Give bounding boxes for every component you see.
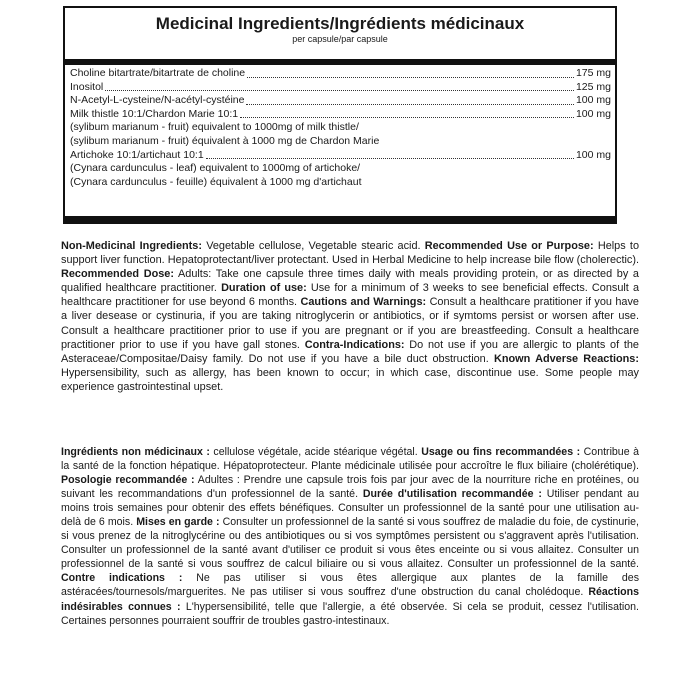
section-heading: Ingrédients non médicinaux :: [61, 446, 210, 458]
ingredient-row: [65, 81, 615, 95]
leader-dots: [247, 67, 574, 78]
panel-heavy-rule: [65, 59, 615, 65]
section-heading: Recommended Dose:: [61, 268, 174, 281]
leader-dots: [246, 94, 574, 105]
section-heading: Contra-Indications:: [304, 338, 405, 351]
section-heading: Réactions indésirables connues :: [61, 586, 639, 613]
section-text: L'hypersensibilité, telle que l'allergie, a été observée. Si cela se produit, cessez l'utilisation. Certaines personnes pourraient souffrir de troubles gastro-intestinaux.: [61, 600, 639, 627]
ingredient-row: [65, 135, 615, 149]
section-text: Adultes : Prendre une capsule trois fois par jour avec de la nourriture riche en protéines, ou suivant les recommandations d'un professionnel de la santé.: [61, 474, 639, 501]
section-heading: Durée d'utilisation recommandée :: [362, 488, 542, 501]
ingredient-amount: 125 mg: [575, 80, 611, 93]
ingredient-row: [65, 149, 615, 163]
section-text: Adults: Take one capsule three times daily with meals providing protein, or as directed by a qualified healthcare practitioner.: [61, 268, 639, 295]
ingredient-name: (sylibum marianum - fruit) equivalent to 1000mg of milk thistle/: [70, 121, 359, 134]
section-heading: Usage ou fins recommandées :: [421, 446, 581, 458]
section-heading: Cautions and Warnings:: [300, 296, 427, 309]
section-text: Hypersensibility, such as allergy, has been known to occur; in which case, discontinue use. Some people may experience gastrointestinal upset.: [61, 366, 639, 393]
section-text: Utiliser pendant au moins trois semaines pour obtenir des effets bénéfiques. Consulter un professionnel de la santé pour une utilisation au-delà de 6 mois.: [61, 488, 639, 529]
ingredient-list: [65, 67, 615, 189]
ingredient-name: Choline bitartrate/bitartrate de choline: [70, 67, 246, 79]
leader-dots: [206, 149, 574, 160]
ingredient-row: [65, 94, 615, 108]
ingredient-name: Artichoke 10:1/artichaut 10:1: [70, 148, 204, 161]
ingredient-name: (Cynara cardunculus - feuille) équivalent à 1000 mg d'artichaut: [70, 175, 362, 188]
ingredient-name: Inositol: [70, 80, 104, 93]
section-heading: Known Adverse Reactions:: [493, 352, 639, 365]
ingredient-row: [65, 176, 615, 190]
ingredient-row: [65, 121, 615, 135]
section-text: Consulter un professionnel de la santé si vous souffrez de maladie du foie, de cystinurie, si vous prenez de la nitroglycérine ou des antibiotiques ou si vos symptômes persistent ou s'aggravent après l'utilisation. Consulter un professionnel de la santé avant d'utiliser ce produit si vous êtes enceinte ou si vous allaitez. Consulter un professionnel de la santé si vous souffrez de calcul biliaire ou si vous allaitez. Consulter un professionnel de la santé.: [61, 516, 639, 571]
ingredient-amount: 100 mg: [575, 148, 611, 161]
leader-dots: [240, 108, 574, 119]
panel-subtitle: per capsule/par capsule: [292, 34, 388, 44]
section-text: Vegetable cellulose, Vegetable stearic acid.: [201, 240, 425, 252]
ingredient-name: N-Acetyl-L-cysteine/N-acétyl-cystéine: [70, 94, 245, 107]
section-text: cellulose végétale, acide stéarique végétal.: [209, 446, 422, 458]
english-label-text: [61, 239, 639, 394]
panel-title: Medicinal Ingredients/Ingrédients médicinaux: [155, 14, 525, 33]
section-text: Helps to support liver function. Hepatoprotectant/liver protectant. Used in Herbal Medicine to help increase bile flow (cholerectic).: [61, 240, 639, 267]
panel-bottom-rule: [65, 216, 615, 222]
ingredient-name: (Cynara cardunculus - leaf) equivalent to 1000mg of artichoke/: [70, 162, 361, 175]
leader-dots: [105, 81, 574, 92]
ingredient-amount: 100 mg: [575, 107, 611, 120]
ingredient-row: [65, 67, 615, 81]
ingredient-amount: 175 mg: [575, 67, 611, 79]
ingredient-name: (sylibum marianum - fruit) équivalent à 1000 mg de Chardon Marie: [70, 134, 380, 147]
section-text: Do not use if you are allergic to plants of the Asteraceae/Compositae/Daisy family. Do not use if you have a bile duct obstruction.: [61, 338, 639, 365]
section-heading: Contre indications :: [61, 572, 183, 585]
ingredient-amount: 100 mg: [575, 94, 611, 107]
section-text: Use for a minimum of 3 weeks to see beneficial effects. Consult a healthcare practitioner for use beyond 6 months.: [61, 282, 640, 309]
section-text: Contribue à la santé de la fonction hépatique. Hépatoprotecteur. Plante médicinale utilisée pour accroître le flux biliaire (cholérétique).: [61, 446, 640, 473]
section-text: Consult a healthcare pratitioner if you have a liver desease or cystinuria, if you are taking nitroglycerin or antibiotics, or if symtoms persist or worsen after use. Consult a healthcare practitioner prior to use if you are pregnant or if you are breastfeeding. Consult a healthcare practitioner prior to use if you have gall stones.: [61, 296, 639, 351]
ingredient-row: [65, 162, 615, 176]
ingredient-name: Milk thistle 10:1/Chardon Marie 10:1: [70, 107, 239, 120]
section-heading: Duration of use:: [221, 282, 307, 295]
section-heading: Posologie recommandée :: [61, 474, 195, 487]
section-heading: Recommended Use or Purpose:: [424, 240, 594, 252]
french-label-text: [61, 445, 639, 628]
ingredient-row: [65, 108, 615, 122]
section-heading: Non-Medicinal Ingredients:: [61, 240, 202, 252]
section-text: Ne pas utiliser si vous êtes allergique aux plantes de la famille des astéracées/tournesols/marguerites. Ne pas utiliser si vous souffrez d'une obstruction du canal cholédoque.: [61, 572, 639, 599]
medicinal-ingredients-panel: [63, 6, 617, 224]
section-heading: Mises en garde :: [136, 516, 220, 529]
